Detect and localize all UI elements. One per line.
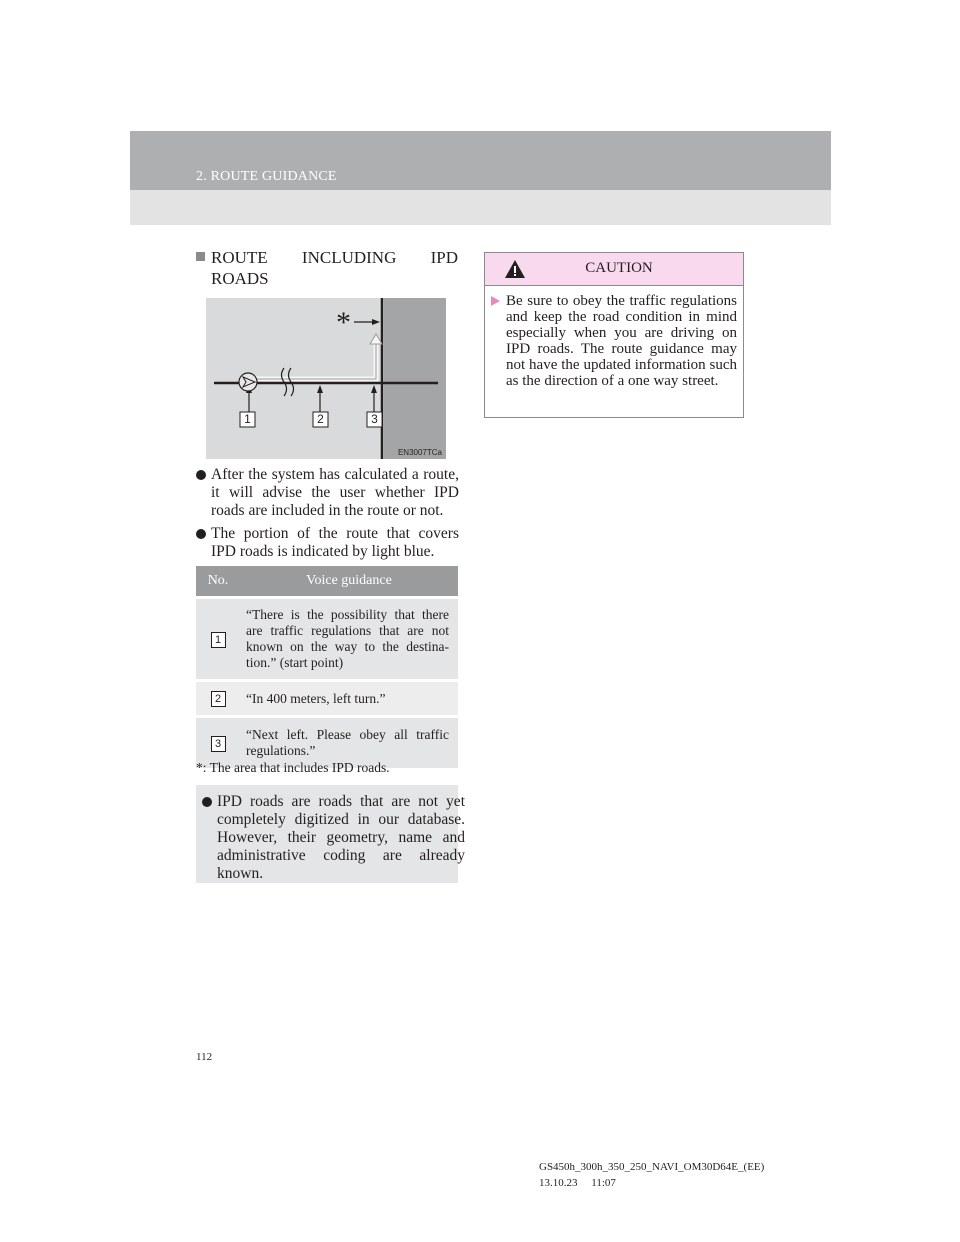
figure-label-3: 3: [371, 412, 378, 426]
page-number: 112: [196, 1051, 213, 1063]
figure-code: EN3007TCa: [397, 448, 442, 457]
bullet-icon: [196, 529, 206, 539]
caution-header: [485, 253, 743, 286]
list-item: [196, 466, 459, 520]
caution-box: [484, 252, 744, 418]
caution-title: CAUTION: [585, 260, 653, 276]
route-map-illustration: [206, 298, 446, 459]
bullet-icon: [202, 797, 212, 807]
voice-guidance-table: [196, 566, 458, 768]
caution-body: [485, 286, 743, 389]
section-title: 2. ROUTE GUIDANCE: [196, 169, 337, 184]
figure-label-2: 2: [317, 412, 324, 426]
table-row: [196, 599, 458, 679]
bullet-text: After the system has calculated a route, it will advise the user whether IPD roads are included in the route or not.: [211, 466, 459, 519]
square-bullet-icon: [196, 252, 205, 261]
footer-timestamp: 13.10.23 11:07: [539, 1177, 616, 1189]
caution-text: Be sure to obey the traffic regulations and keep the road condition in mind especially when you are driving on IPD roads. The route guidance may not have the updated information such as the direction of a one way street.: [506, 293, 737, 389]
column-header-voice-guidance: Voice guidance: [240, 566, 458, 596]
route-map-figure: [206, 298, 446, 459]
column-header-no: No.: [196, 566, 240, 596]
bullet-text: The portion of the route that covers IPD roads is indicated by light blue.: [211, 525, 459, 560]
header-subbar: [130, 190, 831, 225]
row-text: “In 400 meters, left turn.”: [240, 682, 458, 715]
triangle-bullet-icon: [491, 296, 500, 306]
footer-doc-id: GS450h_300h_350_250_NAVI_OM30D64E_(EE): [539, 1161, 765, 1173]
asterisk-marker: *: [336, 306, 351, 339]
figure-label-1: 1: [244, 412, 251, 426]
row-number: 2: [211, 691, 226, 707]
row-number: 3: [211, 736, 226, 752]
row-text: “There is the possibility that there are traffic regulations that are not known on the way to the destina-tion.” (start point): [240, 599, 458, 679]
table-row: [196, 682, 458, 715]
row-text: “Next left. Please obey all traffic regulations.”: [240, 718, 458, 768]
bullet-list: [196, 466, 459, 566]
list-item: [196, 525, 459, 561]
row-number: 1: [211, 632, 226, 648]
footnote: *: The area that includes IPD roads.: [196, 760, 390, 775]
bullet-icon: [196, 470, 206, 480]
table-header-row: [196, 566, 458, 596]
subsection-heading-text: ROUTE INCLUDING IPD ROADS: [211, 248, 458, 288]
info-note-box: [196, 785, 465, 883]
info-note-text: IPD roads are roads that are not yet completely digitized in our database. However, their geometry, name and administrative coding are already known.: [217, 793, 465, 882]
subsection-heading: [196, 247, 458, 289]
